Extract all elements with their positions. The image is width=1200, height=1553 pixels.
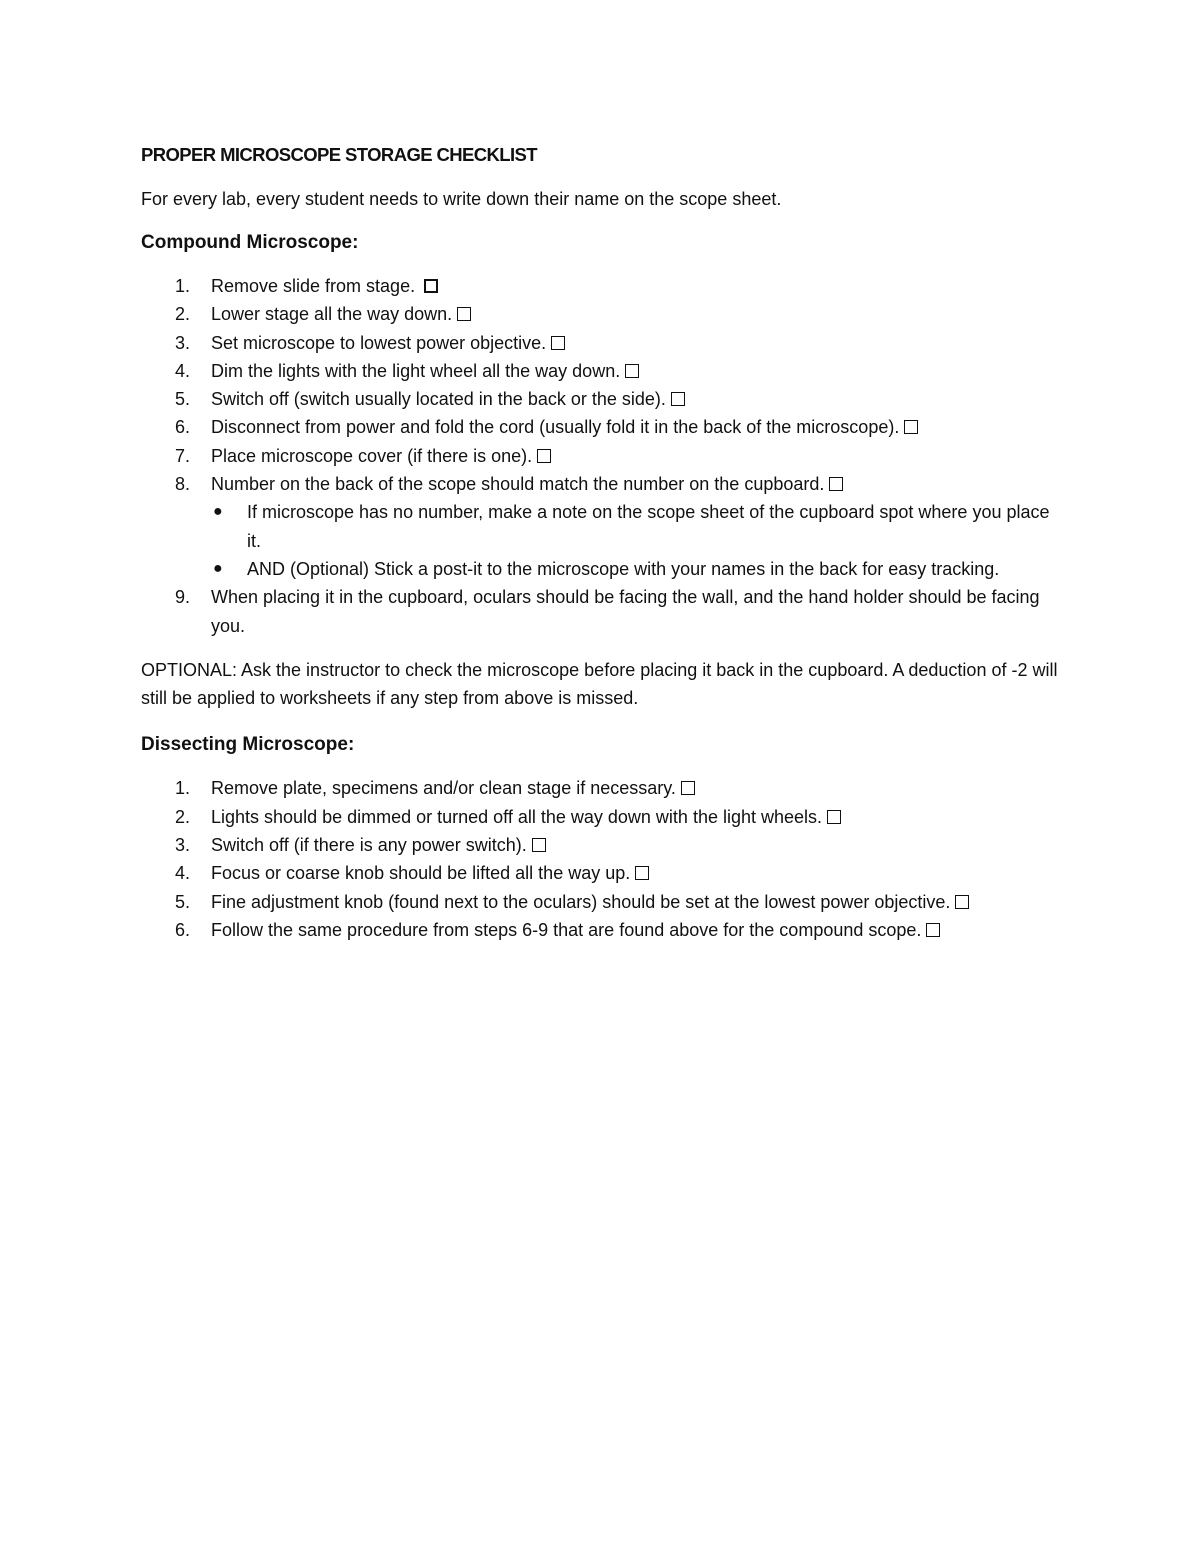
list-item	[141, 329, 1061, 357]
step-number: 7.	[175, 445, 191, 466]
list-item	[141, 916, 1061, 944]
step-text: Remove slide from stage.	[211, 276, 416, 296]
step-text: Focus or coarse knob should be lifted all the way up.	[211, 863, 631, 884]
dissecting-heading: Dissecting Microscope:	[141, 734, 355, 756]
sub-item-text: If microscope has no number, make a note on the scope sheet of the cupboard spot where you place it.	[247, 502, 1050, 551]
bullet-icon: ●	[213, 503, 223, 521]
step-text: Disconnect from power and fold the cord (usually fold it in the back of the microscope).	[211, 417, 900, 438]
checkbox-icon[interactable]	[904, 420, 918, 434]
list-item	[141, 442, 1061, 470]
list-item	[141, 272, 1061, 300]
checkbox-icon[interactable]	[532, 838, 546, 852]
step-number: 8.	[175, 474, 191, 495]
step-text: Lights should be dimmed or turned off all the way down with the light wheels.	[211, 806, 823, 827]
step-number: 5.	[175, 891, 191, 912]
step-text: Follow the same procedure from steps 6-9 that are found above for the compound scope.	[211, 919, 922, 940]
step-number: 3.	[175, 835, 191, 856]
compound-steps-list	[141, 272, 1061, 640]
checkbox-icon[interactable]	[635, 866, 649, 880]
checkbox-icon[interactable]	[625, 364, 639, 378]
checkbox-icon[interactable]	[424, 279, 438, 293]
sub-list-item	[211, 555, 1061, 583]
step-number: 6.	[175, 919, 191, 940]
list-item	[141, 859, 1061, 887]
step-text: Switch off (switch usually located in the back or the side).	[211, 389, 666, 410]
checkbox-icon[interactable]	[827, 810, 841, 824]
list-item	[141, 583, 1061, 640]
list-item	[141, 470, 1061, 583]
step-text: Remove plate, specimens and/or clean stage if necessary.	[211, 778, 676, 799]
list-item	[141, 413, 1061, 441]
list-item	[141, 803, 1061, 831]
checkbox-icon[interactable]	[457, 307, 471, 321]
list-item	[141, 831, 1061, 859]
step-text: Lower stage all the way down.	[211, 304, 453, 325]
step-text: Dim the lights with the light wheel all the way down.	[211, 360, 621, 381]
checkbox-icon[interactable]	[551, 336, 565, 350]
sub-bullet-list	[211, 498, 1061, 583]
step-number: 1.	[175, 778, 191, 799]
list-item	[141, 300, 1061, 328]
checkbox-icon[interactable]	[829, 477, 843, 491]
step-text: When placing it in the cupboard, oculars should be facing the wall, and the hand holder should be facing you.	[211, 587, 1040, 636]
step-number: 9.	[175, 587, 191, 608]
checkbox-icon[interactable]	[681, 781, 695, 795]
step-number: 2.	[175, 806, 191, 827]
step-number: 3.	[175, 332, 191, 353]
step-text: Number on the back of the scope should match the number on the cupboard.	[211, 474, 825, 495]
step-number: 6.	[175, 417, 191, 438]
checkbox-icon[interactable]	[926, 923, 940, 937]
compound-heading: Compound Microscope:	[141, 232, 359, 253]
step-text: Place microscope cover (if there is one).	[211, 445, 533, 466]
step-text: Fine adjustment knob (found next to the oculars) should be set at the lowest power objective.	[211, 891, 951, 912]
step-number: 4.	[175, 863, 191, 884]
dissecting-steps-list	[141, 774, 1061, 944]
list-item	[141, 357, 1061, 385]
page-title: PROPER MICROSCOPE STORAGE CHECKLIST	[141, 144, 537, 165]
checkbox-icon[interactable]	[955, 895, 969, 909]
list-item	[141, 774, 1061, 802]
checkbox-icon[interactable]	[537, 449, 551, 463]
step-number: 1.	[175, 276, 191, 296]
step-number: 5.	[175, 389, 191, 410]
step-number: 4.	[175, 360, 191, 381]
step-text: Switch off (if there is any power switch).	[211, 835, 527, 856]
step-number: 2.	[175, 304, 191, 325]
step-text: Set microscope to lowest power objective.	[211, 332, 547, 353]
document-content	[141, 142, 1061, 944]
list-item	[141, 888, 1061, 916]
intro-text: For every lab, every student needs to write down their name on the scope sheet.	[141, 189, 782, 209]
bullet-icon: ●	[213, 559, 223, 577]
sub-list-item	[211, 498, 1061, 555]
checkbox-icon[interactable]	[671, 392, 685, 406]
sub-item-text: AND (Optional) Stick a post-it to the microscope with your names in the back for easy tracking.	[247, 558, 1000, 579]
list-item	[141, 385, 1061, 413]
optional-note: OPTIONAL: Ask the instructor to check the microscope before placing it back in the cupboard. A deduction of -2 will still be applied to worksheets if any step from above is missed.	[141, 659, 1058, 709]
